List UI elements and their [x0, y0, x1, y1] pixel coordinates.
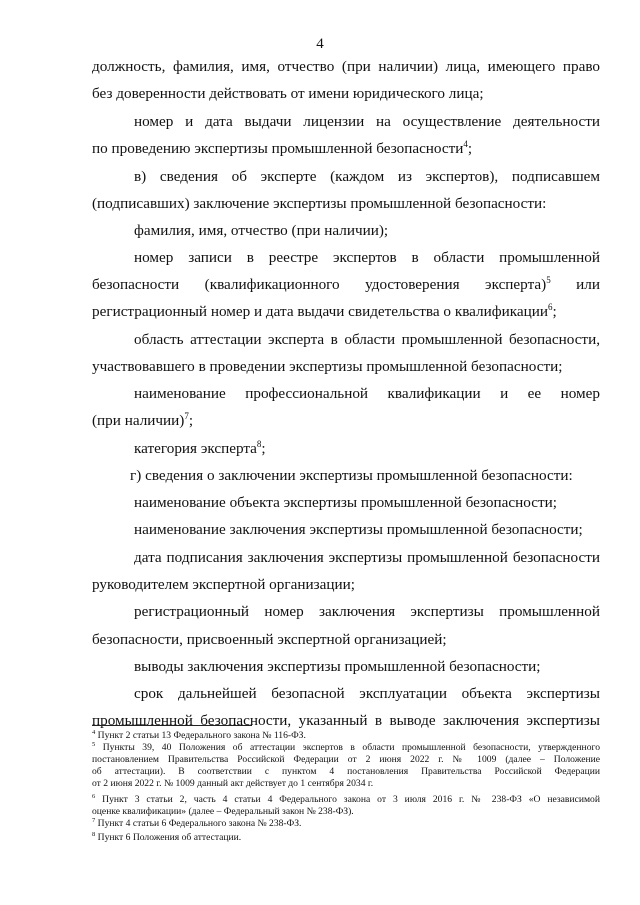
- footnote-ref: 8: [256, 438, 262, 449]
- body-line: фамилия, имя, отчество (при наличии);: [134, 222, 389, 239]
- body-line: регистрационный номер и дата выдачи свидетельства о квалификации$^6$;: [92, 301, 557, 320]
- footnote: $^8$ Пункт 6 Положения об аттестации.: [92, 830, 242, 843]
- body-line: (при наличии)$^7$;: [92, 410, 194, 429]
- body-line: участвовавшего в проведении экспертизы промышленной безопасности;: [92, 358, 563, 375]
- body-line: руководителем экспертной организации;: [92, 576, 355, 593]
- body-line: регистрационный номер заключения экспертизы промышленной: [134, 603, 600, 620]
- body-line: номер записи в реестре экспертов в области промышленной: [134, 249, 600, 266]
- body-line: выводы заключения экспертизы промышленной безопасности;: [134, 658, 541, 675]
- body-line: по проведению экспертизы промышленной безопасности$^4$;: [92, 138, 473, 157]
- footnote-ref: 6: [548, 301, 553, 312]
- body-line: промышленной безопасности, указанный в выводе заключения экспертизы: [92, 712, 600, 729]
- footnote: $^7$ Пункт 4 статьи 6 Федерального закона № 238-ФЗ.: [92, 816, 302, 829]
- body-line: номер и дата выдачи лицензии на осуществление деятельности: [134, 113, 600, 130]
- footnote: $^4$ Пункт 2 статьи 13 Федерального закона № 116-ФЗ.: [92, 728, 306, 741]
- footnote: оценке квалификации» (далее – Федеральный закон № 238-ФЗ).: [92, 806, 354, 817]
- footnote: об аттестации). В соответствии с пунктом 4 постановления Правительства Российской Федерации: [92, 766, 600, 777]
- body-line: г) сведения о заключении экспертизы промышленной безопасности:: [130, 467, 573, 484]
- body-line: (подписавших) заключение экспертизы промышленной безопасности:: [92, 195, 547, 212]
- footnote-ref: 7: [184, 410, 189, 421]
- body-line: без доверенности действовать от имени юридического лица;: [92, 85, 484, 102]
- body-line: срок дальнейшей безопасной эксплуатации объекта экспертизы: [134, 685, 600, 702]
- footnote-separator: [92, 725, 252, 726]
- body-line: должность, фамилия, имя, отчество (при наличии) лица, имеющего право: [92, 58, 600, 75]
- footnote: постановлением Правительства Российской Федерации от 2 июня 2022 г. № 1009 (далее – Положение: [92, 754, 600, 765]
- body-line: наименование профессиональной квалификации и ее номер: [134, 385, 600, 402]
- body-line: дата подписания заключения экспертизы промышленной безопасности: [134, 549, 600, 566]
- body-line: область аттестации эксперта в области промышленной безопасности,: [134, 331, 600, 348]
- body-line: наименование заключения экспертизы промышленной безопасности;: [134, 521, 583, 538]
- footnote: $^5$ Пункты 39, 40 Положения об аттестации экспертов в области промышленной безопасности, утвержденного: [92, 740, 600, 753]
- page-number: 4: [316, 36, 324, 52]
- footnote: от 2 июня 2022 г. № 1009 данный акт действует до 1 сентября 2034 г.: [92, 778, 374, 789]
- body-line: в) сведения об эксперте (каждом из экспертов), подписавшем: [134, 168, 600, 185]
- body-line: наименование объекта экспертизы промышленной безопасности;: [134, 494, 557, 511]
- footnote: $^6$ Пункт 3 статьи 2, часть 4 статьи 4 Федерального закона от 3 июля 2016 г. № 238-ФЗ «О независимой: [92, 792, 600, 805]
- body-line: безопасности, присвоенный экспертной организацией;: [92, 631, 447, 648]
- body-line: безопасности (квалификационного удостоверения эксперта)$^5$ или: [92, 274, 600, 293]
- footnote-ref: 5: [546, 274, 551, 285]
- footnote-ref: 4: [463, 138, 468, 149]
- body-line: категория эксперта$^8$;: [134, 438, 266, 457]
